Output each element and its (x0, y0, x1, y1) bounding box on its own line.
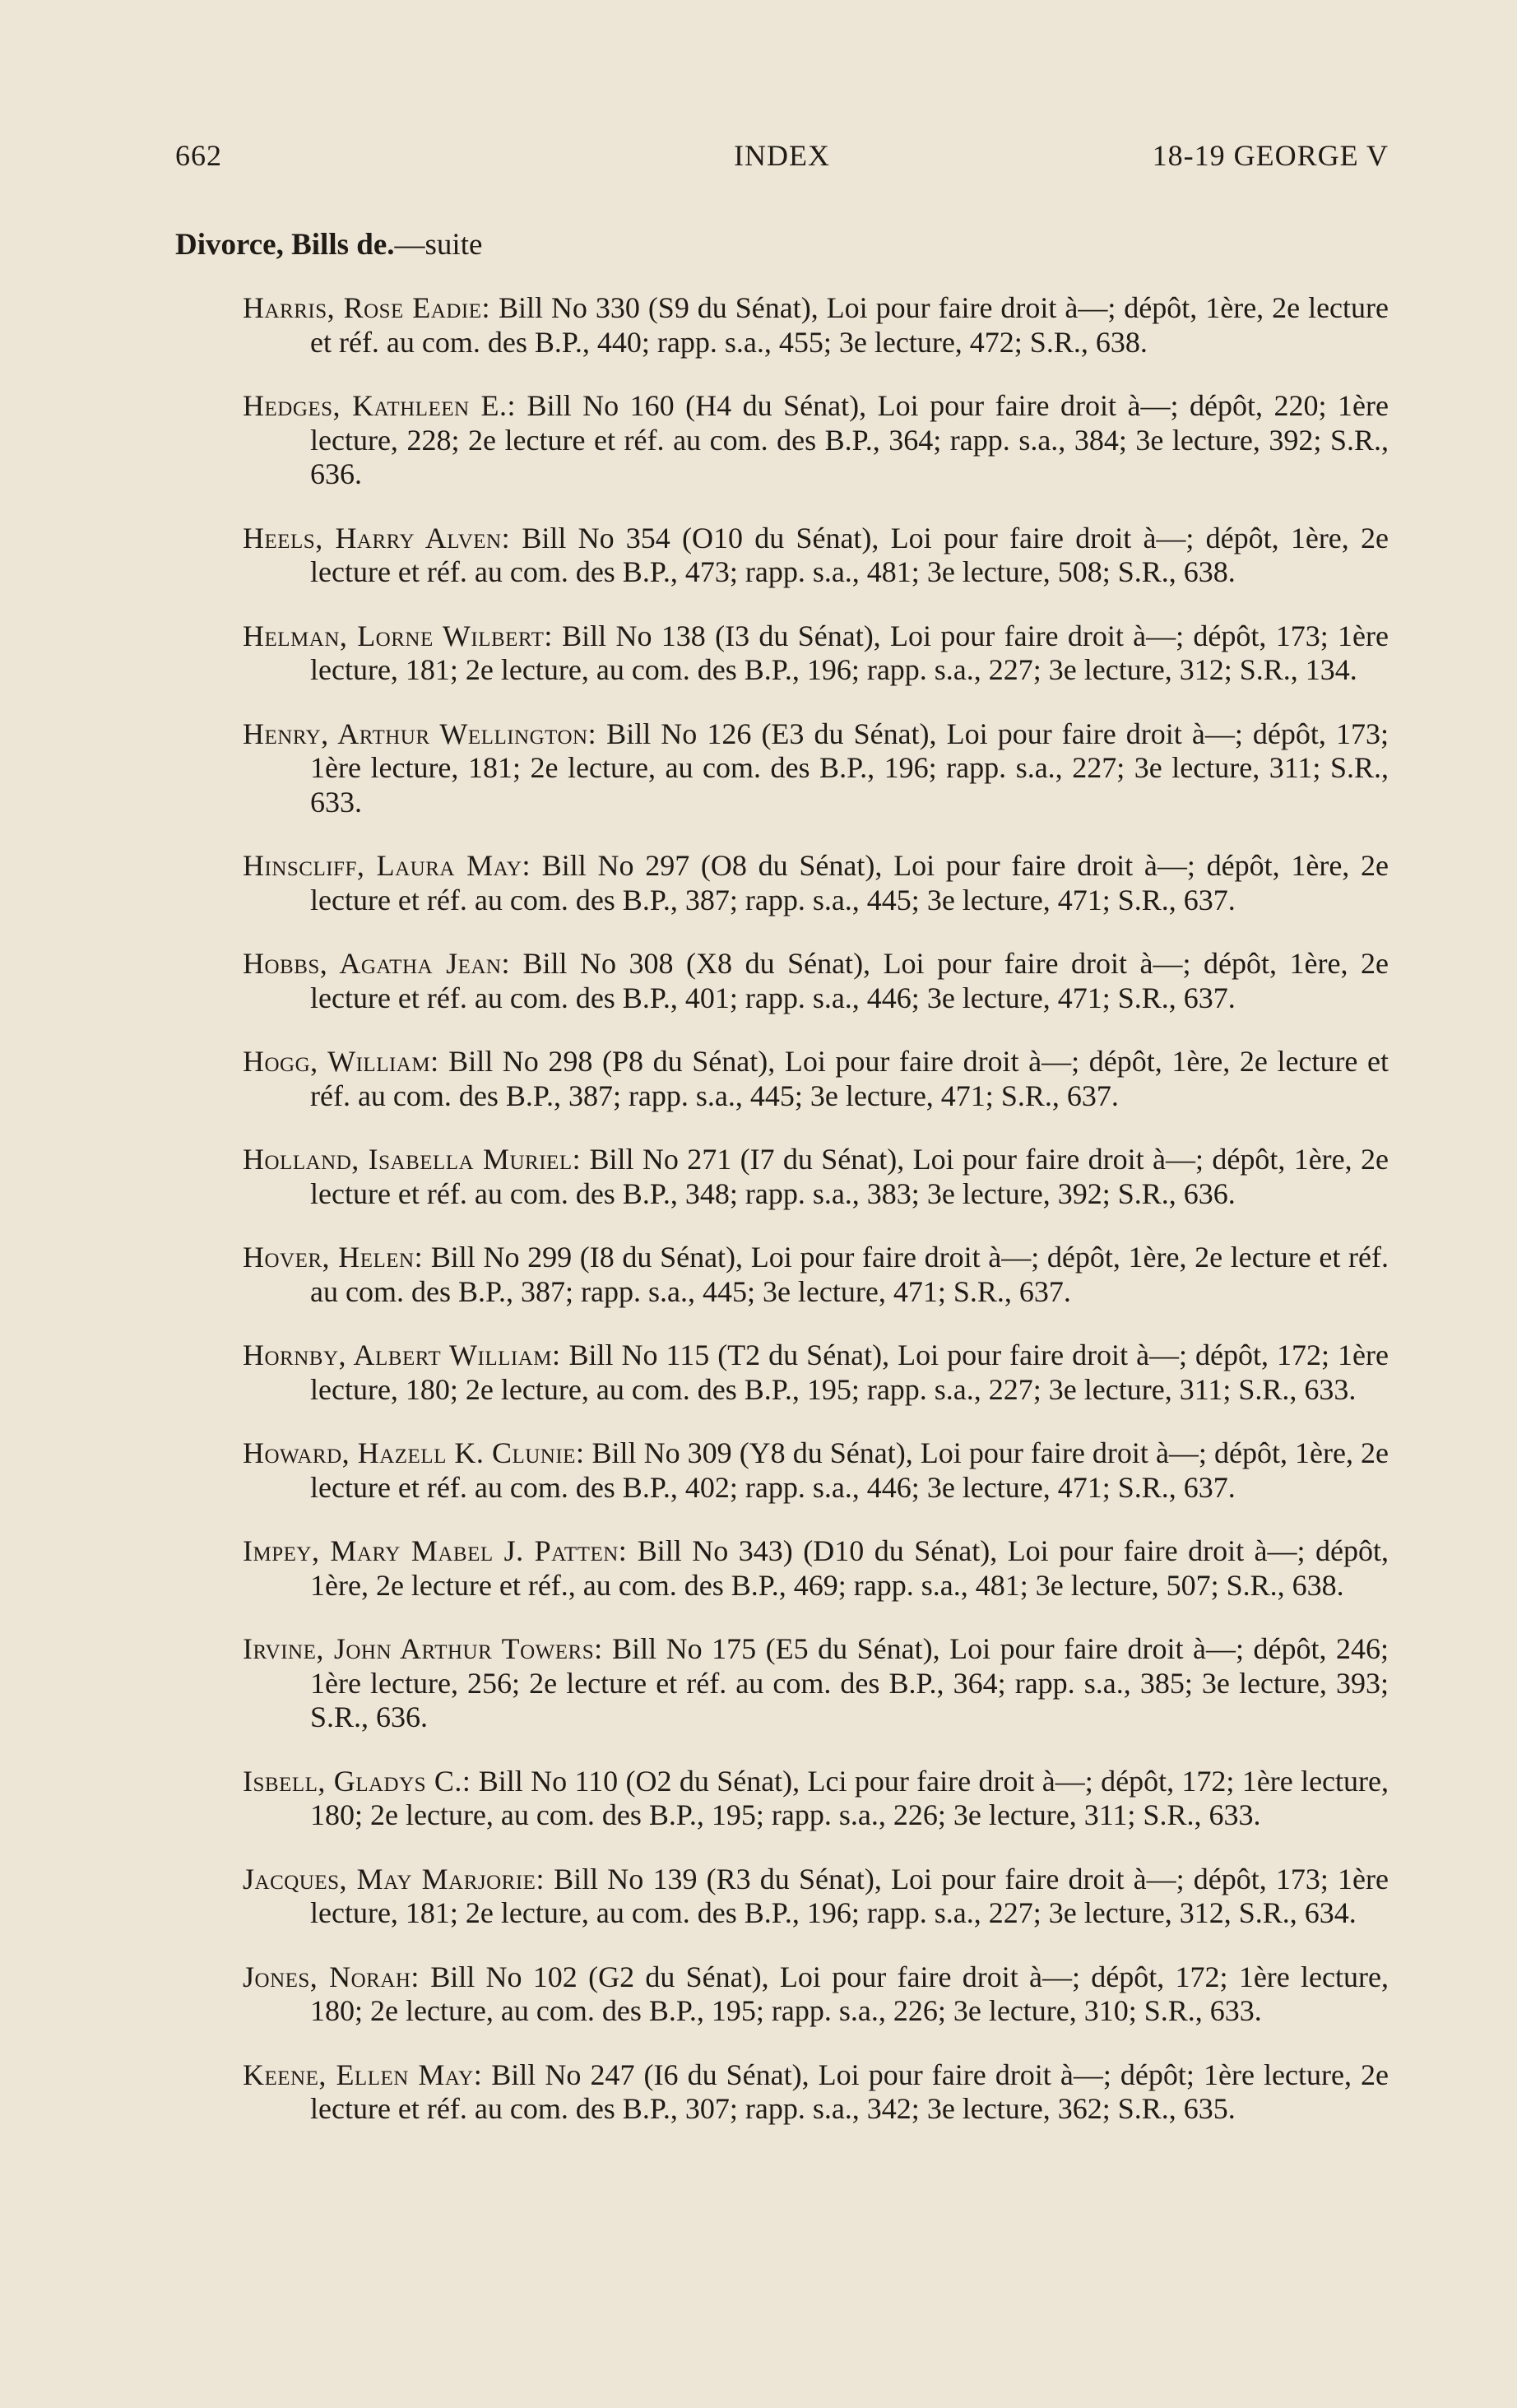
entry-name: Hover, Helen: (243, 1241, 424, 1274)
index-entry (243, 1436, 1389, 1505)
entry-name: Hobbs, Agatha Jean: (243, 947, 510, 980)
index-entry (243, 1863, 1389, 1931)
index-entry (243, 522, 1389, 590)
entry-name: Howard, Hazell K. Clunie: (243, 1436, 585, 1469)
entry-name: Hedges, Kathleen E.: (243, 389, 517, 422)
entry-name: Impey, Mary Mabel J. Patten: (243, 1534, 628, 1567)
index-entry (243, 1765, 1389, 1833)
entry-text: Bill No 138 (I3 du Sénat), Loi pour faire droit à—; dépôt, 173; 1ère lecture, 181; 2e lecture, au com. des B.P., 196; rapp. s.a., 227; 3e lecture, 312; S.R., 134. (310, 619, 1389, 686)
entry-text: Bill No 126 (E3 du Sénat), Loi pour faire droit à—; dépôt, 173; 1ère lecture, 181; 2e lecture, au com. des B.P., 196; rapp. s.a., 227; 3e lecture, 311; S.R., 633. (310, 717, 1389, 819)
section-suffix: —suite (394, 228, 483, 262)
entry-name: Harris, Rose Eadie: (243, 291, 490, 324)
index-entry (243, 619, 1389, 688)
index-entry (243, 1534, 1389, 1603)
running-head-reign: 18-19 GEORGE V (1152, 139, 1389, 172)
index-entry (243, 389, 1389, 492)
page-number: 662 (175, 139, 222, 172)
entry-text: Bill No 115 (T2 du Sénat), Loi pour faire droit à—; dépôt, 172; 1ère lecture, 180; 2e lecture, au com. des B.P., 195; rapp. s.a., 227; 3e lecture, 311; S.R., 633. (310, 1339, 1389, 1406)
index-entry (243, 1143, 1389, 1211)
section-heading (175, 229, 1389, 262)
entry-text: Bill No 330 (S9 du Sénat), Loi pour faire droit à—; dépôt, 1ère, 2e lecture et réf. au com. des B.P., 440; rapp. s.a., 455; 3e lecture, 472; S.R., 638. (310, 291, 1389, 359)
index-entry (243, 849, 1389, 917)
index-entry-list (175, 291, 1389, 2127)
entry-text: Bill No 247 (I6 du Sénat), Loi pour faire droit à—; dépôt; 1ère lecture, 2e lecture et réf. au com. des B.P., 307; rapp. s.a., 342; 3e lecture, 362; S.R., 635. (310, 2058, 1389, 2125)
entry-text: Bill No 160 (H4 du Sénat), Loi pour faire droit à—; dépôt, 220; 1ère lecture, 228; 2e lecture et réf. au com. des B.P., 364; rapp. s.a., 384; 3e lecture, 392; S.R., 636. (310, 389, 1389, 490)
entry-text: Bill No 354 (O10 du Sénat), Loi pour faire droit à—; dépôt, 1ère, 2e lecture et réf. au com. des B.P., 473; rapp. s.a., 481; 3e lecture, 508; S.R., 638. (310, 521, 1389, 588)
entry-text: Bill No 309 (Y8 du Sénat), Loi pour faire droit à—; dépôt, 1ère, 2e lecture et réf. au com. des B.P., 402; rapp. s.a., 446; 3e lecture, 471; S.R., 637. (310, 1436, 1389, 1504)
index-entry (243, 291, 1389, 360)
page-title: INDEX (734, 139, 830, 172)
entry-text: Bill No 308 (X8 du Sénat), Loi pour faire droit à—; dépôt, 1ère, 2e lecture et réf. au com. des B.P., 401; rapp. s.a., 446; 3e lecture, 471; S.R., 637. (310, 947, 1389, 1014)
entry-name: Jones, Norah: (243, 1960, 420, 1993)
index-entry (243, 1241, 1389, 1309)
index-content (175, 229, 1389, 2128)
entry-text: Bill No 110 (O2 du Sénat), Lci pour faire droit à—; dépôt, 172; 1ère lecture, 180; 2e lecture, au com. des B.P., 195; rapp. s.a., 226; 3e lecture, 311; S.R., 633. (310, 1764, 1389, 1831)
section-title: Divorce, Bills de. (175, 228, 395, 262)
index-entry (243, 2058, 1389, 2127)
page-header (175, 138, 1389, 181)
entry-name: Holland, Isabella Muriel: (243, 1143, 582, 1176)
index-entry (243, 1632, 1389, 1735)
index-entry (243, 947, 1389, 1015)
index-entry (243, 1045, 1389, 1113)
entry-name: Hogg, William: (243, 1045, 439, 1078)
entry-name: Jacques, May Marjorie: (243, 1862, 545, 1895)
index-entry (243, 1339, 1389, 1407)
entry-text: Bill No 139 (R3 du Sénat), Loi pour faire droit à—; dépôt, 173; 1ère lecture, 181; 2e lecture, au com. des B.P., 196; rapp. s.a., 227; 3e lecture, 312, S.R., 634. (310, 1862, 1389, 1929)
entry-name: Isbell, Gladys C.: (243, 1764, 471, 1798)
entry-text: Bill No 298 (P8 du Sénat), Loi pour faire droit à—; dépôt, 1ère, 2e lecture et réf. au com. des B.P., 387; rapp. s.a., 445; 3e lecture, 471; S.R., 637. (310, 1045, 1389, 1112)
entry-text: Bill No 271 (I7 du Sénat), Loi pour faire droit à—; dépôt, 1ère, 2e lecture et réf. au com. des B.P., 348; rapp. s.a., 383; 3e lecture, 392; S.R., 636. (310, 1143, 1389, 1210)
entry-name: Henry, Arthur Wellington: (243, 717, 597, 750)
entry-name: Irvine, John Arthur Towers: (243, 1632, 603, 1665)
entry-text: Bill No 102 (G2 du Sénat), Loi pour faire droit à—; dépôt, 172; 1ère lecture, 180; 2e lecture, au com. des B.P., 195; rapp. s.a., 226; 3e lecture, 310; S.R., 633. (310, 1960, 1389, 2027)
entry-name: Keene, Ellen May: (243, 2058, 483, 2091)
entry-text: Bill No 297 (O8 du Sénat), Loi pour faire droit à—; dépôt, 1ère, 2e lecture et réf. au com. des B.P., 387; rapp. s.a., 445; 3e lecture, 471; S.R., 637. (310, 849, 1389, 916)
entry-name: Helman, Lorne Wilbert: (243, 619, 553, 652)
entry-text: Bill No 175 (E5 du Sénat), Loi pour faire droit à—; dépôt, 246; 1ère lecture, 256; 2e lecture et réf. au com. des B.P., 364; rapp. s.a., 385; 3e lecture, 393; S.R., 636. (310, 1632, 1389, 1733)
entry-name: Heels, Harry Alven: (243, 521, 511, 554)
entry-name: Hornby, Albert William: (243, 1339, 561, 1371)
entry-name: Hinscliff, Laura May: (243, 849, 531, 882)
entry-text: Bill No 343) (D10 du Sénat), Loi pour faire droit à—; dépôt, 1ère, 2e lecture et réf., au com. des B.P., 469; rapp. s.a., 481; 3e lecture, 507; S.R., 638. (310, 1534, 1389, 1602)
entry-text: Bill No 299 (I8 du Sénat), Loi pour faire droit à—; dépôt, 1ère, 2e lecture et réf. au com. des B.P., 387; rapp. s.a., 445; 3e lecture, 471; S.R., 637. (310, 1241, 1389, 1308)
index-entry (243, 1960, 1389, 2029)
index-entry (243, 717, 1389, 820)
